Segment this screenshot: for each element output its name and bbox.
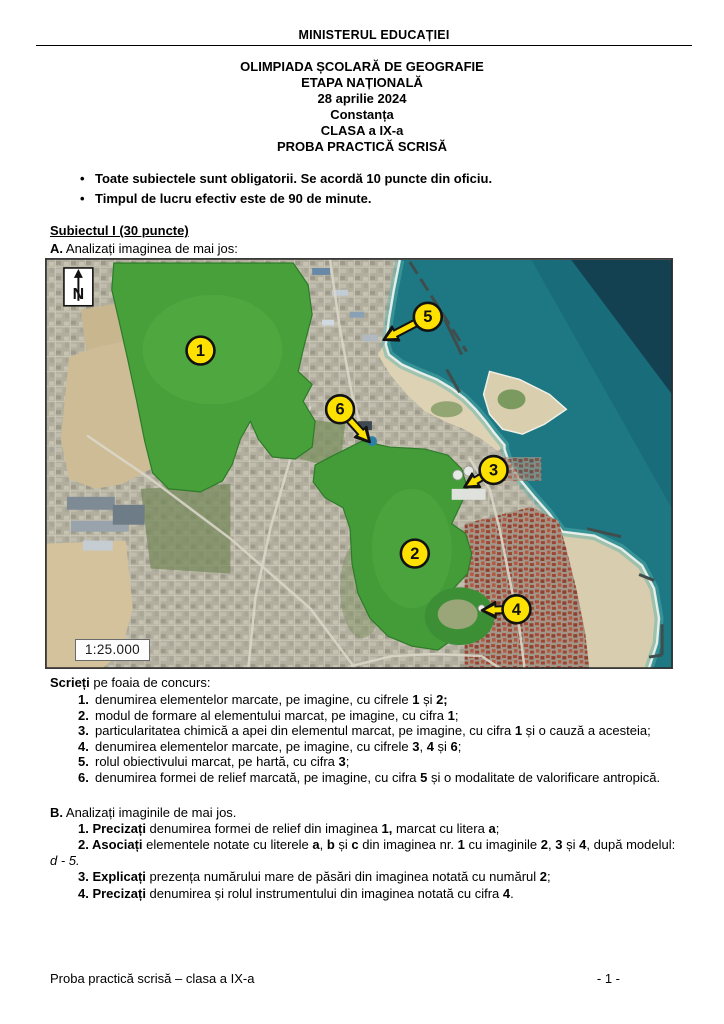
title-block <box>50 59 674 155</box>
title-line: PROBA PRACTICĂ SCRISĂ <box>277 139 447 154</box>
header-rule <box>36 45 692 46</box>
instruction-item: • Timpul de lucru efectiv este de 90 de minute. <box>50 189 674 209</box>
marker-label-1: 1 <box>195 342 206 361</box>
section-b <box>50 805 698 902</box>
marker-label-4: 4 <box>511 600 522 619</box>
treatment-building <box>452 489 486 500</box>
north-label: N <box>72 285 85 303</box>
section-b-item: 3. Explicați prezența numărului mare de păsări din imaginea notată cu numărul 2; <box>78 869 551 885</box>
subject1-intro: A. Analizați imaginea de mai jos: <box>50 241 238 256</box>
section-b-item: 2. Asociați elementele notate cu literele a, b și c din imaginea nr. 1 cu imaginile 2, 3 și 4, după modelul: <box>78 836 676 852</box>
bullet-icon: • <box>80 191 85 206</box>
task-item: 3. particularitatea chimică a apei din elementul marcat, pe imagine, cu cifra 1 și o cauză a acesteia; <box>78 723 651 739</box>
page-number: - 1 - <box>596 971 620 986</box>
section-b-intro: B. Analizați imaginile de mai jos. <box>50 804 237 820</box>
title-line: Constanța <box>330 107 394 122</box>
marker-label-2: 2 <box>410 545 420 564</box>
satellite-map-graphic <box>46 259 672 668</box>
bullet-icon: • <box>80 171 85 186</box>
marker-label-5: 5 <box>423 308 433 327</box>
marker-label-6: 6 <box>335 400 345 419</box>
instruction-item: • Toate subiectele sunt obligatorii. Se acordă 10 puncte din oficiu. <box>50 169 674 189</box>
section-b-item-continuation: d - 5. <box>50 853 80 869</box>
title-line: 28 aprilie 2024 <box>317 91 407 106</box>
task-item: 1. denumirea elementelor marcate, pe imagine, cu cifrele 1 și 2; <box>78 692 448 707</box>
ministry-heading: MINISTERUL EDUCAȚIEI <box>298 28 450 42</box>
title-line: ETAPA NAȚIONALĂ <box>301 75 423 90</box>
task-item: 2. modul de formare al elementului marcat, pe imagine, cu cifra 1; <box>78 707 459 723</box>
subject1-heading: Subiectul I (30 puncte) <box>50 223 189 238</box>
marker-label-3: 3 <box>488 461 499 480</box>
section-b-item: 1. Precizați denumirea formei de relief din imaginea 1, marcat cu litera a; <box>78 820 500 836</box>
north-arrow <box>64 268 93 306</box>
water-tank <box>453 470 463 480</box>
page-footer <box>50 971 724 986</box>
task-item: 6. denumirea formei de relief marcată, pe imagine, cu cifra 5 și o modalitate de valorificare antropică. <box>78 769 661 785</box>
write-instruction: Scrieți pe foaia de concurs: <box>50 675 211 690</box>
title-line: OLIMPIADA ȘCOLARĂ DE GEOGRAFIE <box>240 59 484 74</box>
title-line: CLASA a IX-a <box>320 123 404 138</box>
task-item: 5. rolul obiectivului marcat, pe hartă, cu cifra 3; <box>78 754 350 770</box>
instructions-list <box>50 169 674 209</box>
satellite-map <box>45 258 673 669</box>
footer-title: Proba practică scrisă – clasa a IX-a <box>50 971 255 986</box>
pond-island <box>438 599 478 629</box>
map-scale: 1:25.000 <box>75 639 150 661</box>
section-b-item: 4. Precizați denumirea și rolul instrumentului din imaginea notată cu cifra 4. <box>78 885 514 901</box>
subject1-tasks <box>50 692 698 786</box>
task-item: 4. denumirea elementelor marcate, pe imagine, cu cifrele 3, 4 și 6; <box>78 738 462 754</box>
